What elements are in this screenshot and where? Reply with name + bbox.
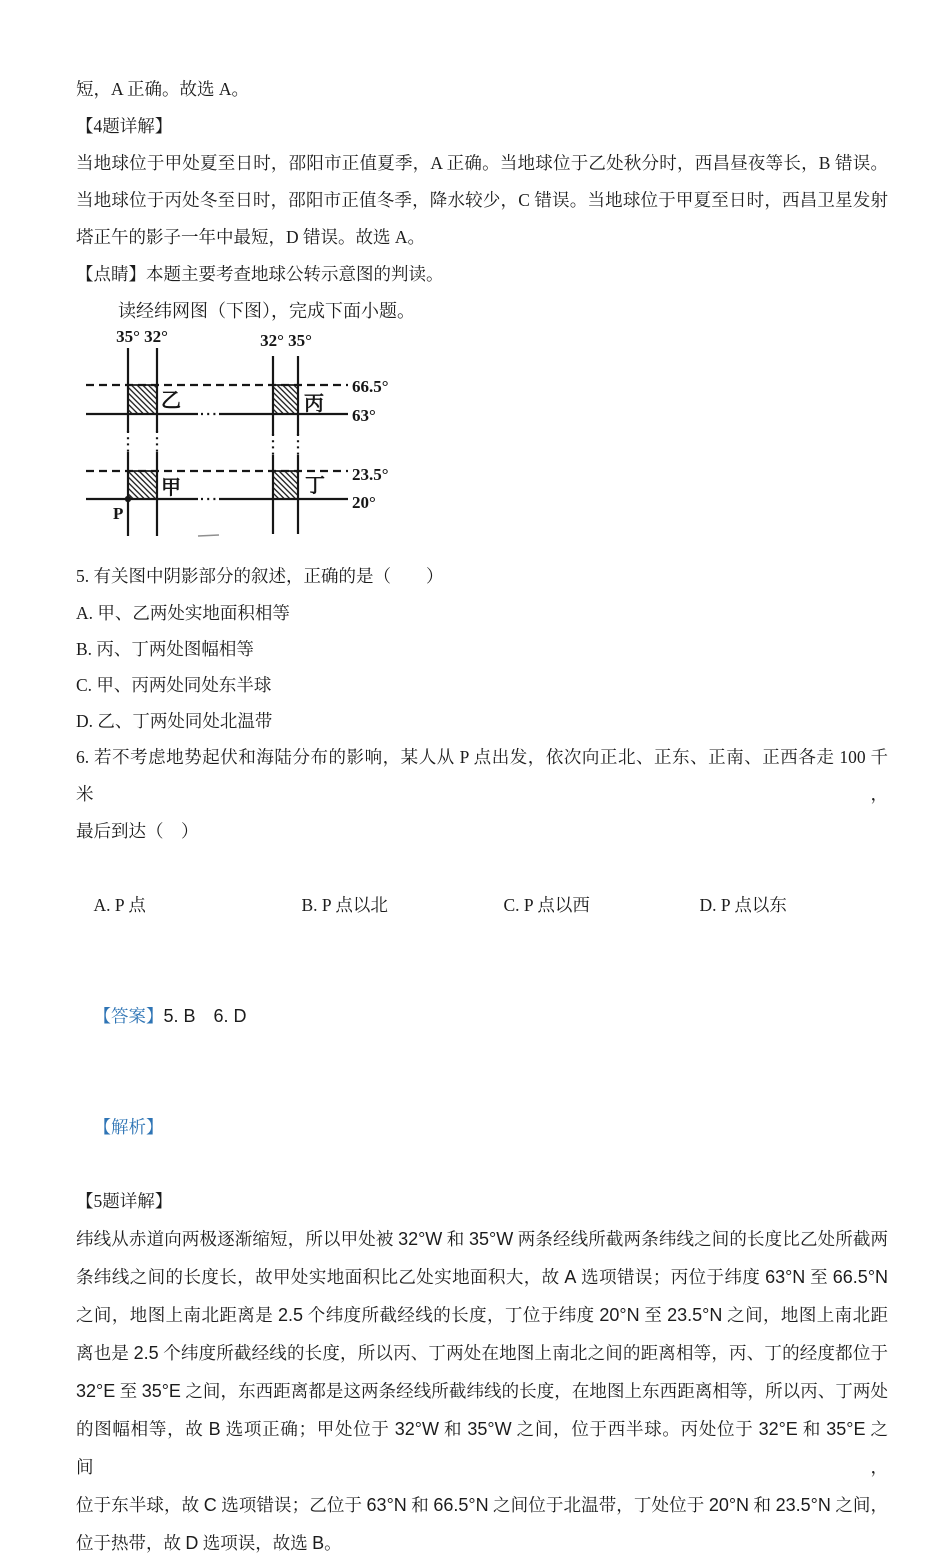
latitude-label-66-5: 66.5°	[352, 377, 389, 396]
q5-option-a: A. 甲、乙两处实地面积相等	[76, 603, 290, 623]
intro-line: 短，A 正确。故选 A。	[76, 79, 250, 99]
shaded-region-jia	[128, 471, 157, 499]
question-6-stem-line-2: 最后到达（ ）	[76, 821, 199, 841]
latitude-label-63: 63°	[352, 406, 376, 425]
answer-values: 5. B 6. D	[163, 1006, 247, 1026]
q6-option-a: A. P 点	[93, 895, 146, 915]
top-right-longitude-labels: 32° 35°	[260, 331, 312, 350]
q4-explanation-line-2: 当地球位于丙处冬至日时，邵阳市正值冬季，降水较少，C 错误。当地球位于甲夏至日时，西昌卫星发射	[76, 190, 888, 210]
answer-label: 【答案】	[93, 1006, 164, 1026]
q5-option-c: C. 甲、丙两处同处东半球	[76, 675, 272, 695]
shaded-region-ding	[273, 471, 298, 499]
latitude-label-20: 20°	[352, 493, 376, 512]
q5-explanation-line-4: 离也是 2.5 个纬度所截经线的长度，所以丙、丁两处在地图上南北之间的距离相等，丙、丁的经度都位于	[76, 1343, 889, 1363]
q5-detail-header: 【5题详解】	[76, 1191, 173, 1211]
q6-option-c: C. P 点以西	[503, 895, 590, 915]
q4-detail-header: 【4题详解】	[76, 116, 173, 136]
point-p-dot	[125, 496, 131, 502]
dianjing-note: 【点睛】本题主要考查地球公转示意图的判读。	[76, 264, 444, 284]
q5-explanation-line-6: 的图幅相等，故 B 选项正确；甲处位于 32°W 和 35°W 之间，位于西半球。丙处位于 32°E 和 35°E 之间，	[76, 1419, 889, 1477]
analysis-line	[76, 1072, 888, 1183]
grid-lines	[86, 348, 348, 536]
q5-explanation-line-1: 纬线从赤道向两极逐渐缩短，所以甲处被 32°W 和 35°W 两条经线所截两条纬线之间的长度比乙处所截两	[76, 1229, 889, 1249]
q6-option-d: D. P 点以东	[699, 895, 787, 915]
shaded-region-bing	[273, 385, 298, 414]
analysis-label: 【解析】	[93, 1117, 164, 1137]
q6-option-b: B. P 点以北	[301, 895, 388, 915]
question-5-stem: 5. 有关图中阴影部分的叙述，正确的是（ ）	[76, 566, 444, 586]
q6-options-row	[76, 850, 888, 961]
region-label-ding: 丁	[305, 475, 325, 497]
answer-line	[76, 961, 888, 1072]
lat-lon-grid-diagram	[80, 328, 410, 556]
q5-option-b: B. 丙、丁两处图幅相等	[76, 639, 254, 659]
q5-explanation-line-3: 之间，地图上南北距离是 2.5 个纬度所截经线的长度，丁位于纬度 20°N 至 23.5°N 之间，地图上南北距	[76, 1305, 889, 1325]
q5-explanation-line-8: 位于热带，故 D 选项误，故选 B。	[76, 1533, 342, 1553]
q5-explanation-line-5: 32°E 至 35°E 之间，东西距离都是这两条经线所截纬线的长度，在地图上东西距离相等，所以丙、丁两处	[76, 1381, 888, 1401]
region-label-jia: 甲	[161, 477, 181, 499]
material-heading: 读经纬网图（下图），完成下面小题。	[118, 301, 415, 321]
q5-explanation-line-7: 位于东半球，故 C 选项错误；乙位于 63°N 和 66.5°N 之间位于北温带，丁处位于 20°N 和 23.5°N 之间，	[76, 1495, 889, 1515]
scan-artifact-mark	[198, 535, 219, 536]
latitude-label-23-5: 23.5°	[352, 465, 389, 484]
point-p-label: P	[113, 504, 124, 523]
question-6-stem-line-1: 6. 若不考虑地势起伏和海陆分布的影响，某人从 P 点出发，依次向正北、正东、正南、正西各走 100 千米，	[76, 747, 888, 804]
region-label-yi: 乙	[161, 390, 181, 412]
q5-explanation-line-2: 条纬线之间的长度长，故甲处实地面积比乙处实地面积大，故 A 选项错误；丙位于纬度 63°N 至 66.5°N	[76, 1267, 889, 1287]
region-label-bing: 丙	[304, 393, 324, 415]
top-left-longitude-labels: 35° 32°	[116, 328, 168, 346]
q5-option-d: D. 乙、丁两处同处北温带	[76, 711, 273, 731]
q4-explanation-line-1: 当地球位于甲处夏至日时，邵阳市正值夏季，A 正确。当地球位于乙处秋分时，西昌昼夜等长，B 错误。	[76, 153, 888, 173]
shaded-region-yi	[128, 385, 157, 414]
q4-explanation-line-3: 塔正午的影子一年中最短，D 错误。故选 A。	[76, 227, 426, 247]
